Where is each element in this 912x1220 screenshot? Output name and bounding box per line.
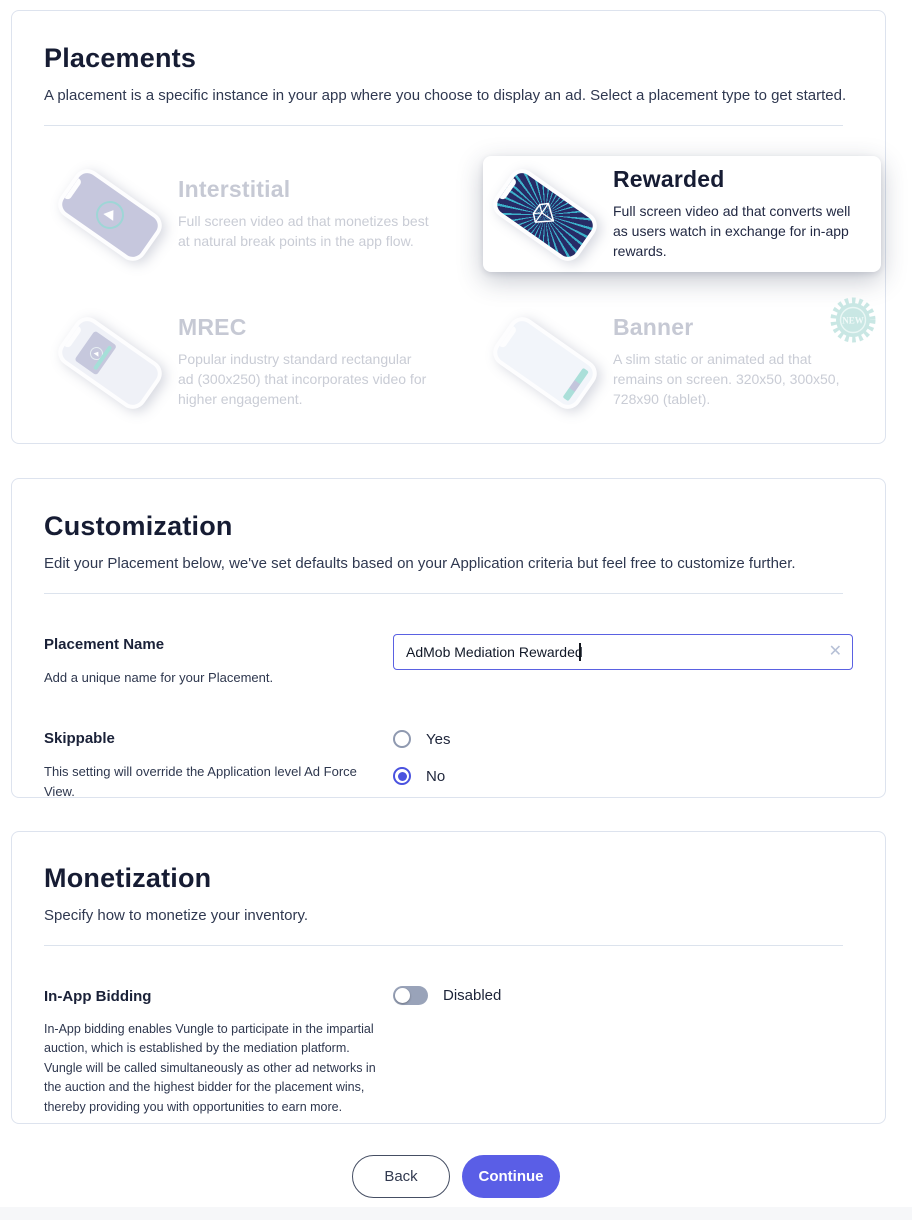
action-buttons [0, 1155, 912, 1198]
banner-description: A slim static or animated ad that remains on screen. 320x50, 300x50, 728x90 (tablet). [613, 351, 840, 407]
text-cursor [579, 643, 581, 661]
placement-name-input-wrap [393, 634, 853, 670]
placement-name-field [44, 634, 853, 688]
customization-card [11, 478, 886, 798]
skippable-help: This setting will override the Application level Ad Force View. [44, 764, 357, 800]
skippable-radio-group [393, 728, 450, 804]
banner-phone-illustration [495, 312, 593, 412]
mrec-description: Popular industry standard rectangular ad (300x250) that incorporates video for higher engagement. [178, 351, 427, 407]
back-button[interactable]: Back [352, 1155, 450, 1198]
monetization-title: Monetization [44, 863, 212, 893]
page-bottom-strip [0, 1207, 912, 1220]
customization-subtitle: Edit your Placement below, we've set defaults based on your Application criteria but feel free to customize further. [44, 555, 796, 572]
clear-icon[interactable]: ✕ [828, 643, 842, 660]
placement-name-label: Placement Name [44, 636, 165, 653]
in-app-bidding-state: Disabled [443, 987, 502, 1004]
in-app-bidding-label-block [44, 986, 393, 1117]
placement-type-mrec[interactable] [48, 304, 483, 420]
rewarded-phone-illustration [495, 164, 593, 264]
divider [44, 945, 843, 946]
interstitial-description: Full screen video ad that monetizes best at natural break points in the app flow. [178, 213, 429, 249]
svg-text:NEW: NEW [842, 315, 864, 326]
banner-title: Banner [613, 314, 694, 341]
monetization-card [11, 831, 886, 1124]
customization-title: Customization [44, 511, 233, 541]
placements-title: Placements [44, 43, 197, 73]
skippable-option-yes[interactable] [393, 730, 450, 748]
placement-type-banner[interactable] [483, 304, 881, 420]
radio-unchecked-icon[interactable] [393, 730, 411, 748]
placements-card [11, 10, 886, 444]
banner-text [613, 314, 865, 410]
phone-icon [53, 164, 168, 267]
placements-subtitle: A placement is a specific instance in your app where you choose to display an ad. Select a placement type to get started. [44, 87, 847, 104]
continue-button[interactable]: Continue [462, 1155, 560, 1198]
mrec-phone-illustration [60, 312, 158, 412]
skippable-label: Skippable [44, 730, 115, 748]
phone-icon [53, 312, 168, 415]
banner-ad-strip [563, 368, 589, 402]
rewarded-title: Rewarded [613, 166, 725, 193]
monetization-subtitle: Specify how to monetize your inventory. [44, 907, 309, 924]
phone-icon [488, 312, 603, 415]
rewarded-text [613, 166, 865, 262]
mrec-ad-unit [74, 330, 117, 375]
placement-name-label-block [44, 634, 393, 688]
mrec-title: MREC [178, 314, 247, 341]
radio-label: No [426, 767, 446, 785]
interstitial-phone-illustration [60, 164, 158, 264]
placement-name-input[interactable] [393, 634, 853, 670]
radio-label: Yes [426, 730, 451, 748]
interstitial-title: Interstitial [178, 176, 291, 203]
radio-checked-icon[interactable] [393, 767, 411, 785]
placement-name-help: Add a unique name for your Placement. [44, 670, 274, 685]
divider [44, 125, 843, 126]
skippable-label-block [44, 728, 393, 802]
play-icon [91, 196, 130, 235]
placement-type-interstitial[interactable] [48, 156, 483, 272]
in-app-bidding-help: In-App bidding enables Vungle to participate in the impartial auction, which is established by the mediation platform. Vungle will be called simultaneously as other ad networks in the auction and the highest bidder for the placement wins, thereby providing you with opportunities to earn more. [44, 1022, 376, 1114]
toggle-knob [395, 988, 410, 1003]
diamond-icon [528, 197, 563, 232]
new-badge-icon [829, 296, 877, 344]
divider [44, 593, 843, 594]
in-app-bidding-toggle-row [393, 986, 501, 1005]
interstitial-text [178, 176, 430, 252]
phone-icon [488, 164, 603, 267]
in-app-bidding-label: In-App Bidding [44, 988, 152, 1005]
skippable-option-no[interactable] [393, 767, 450, 785]
skippable-field [44, 728, 853, 804]
in-app-bidding-toggle[interactable] [393, 986, 428, 1005]
rewarded-description: Full screen video ad that converts well as users watch in exchange for in-app rewards. [613, 203, 851, 259]
placement-type-grid [48, 156, 864, 420]
mrec-text [178, 314, 430, 410]
in-app-bidding-field [44, 986, 853, 1117]
placement-type-rewarded[interactable] [483, 156, 881, 272]
